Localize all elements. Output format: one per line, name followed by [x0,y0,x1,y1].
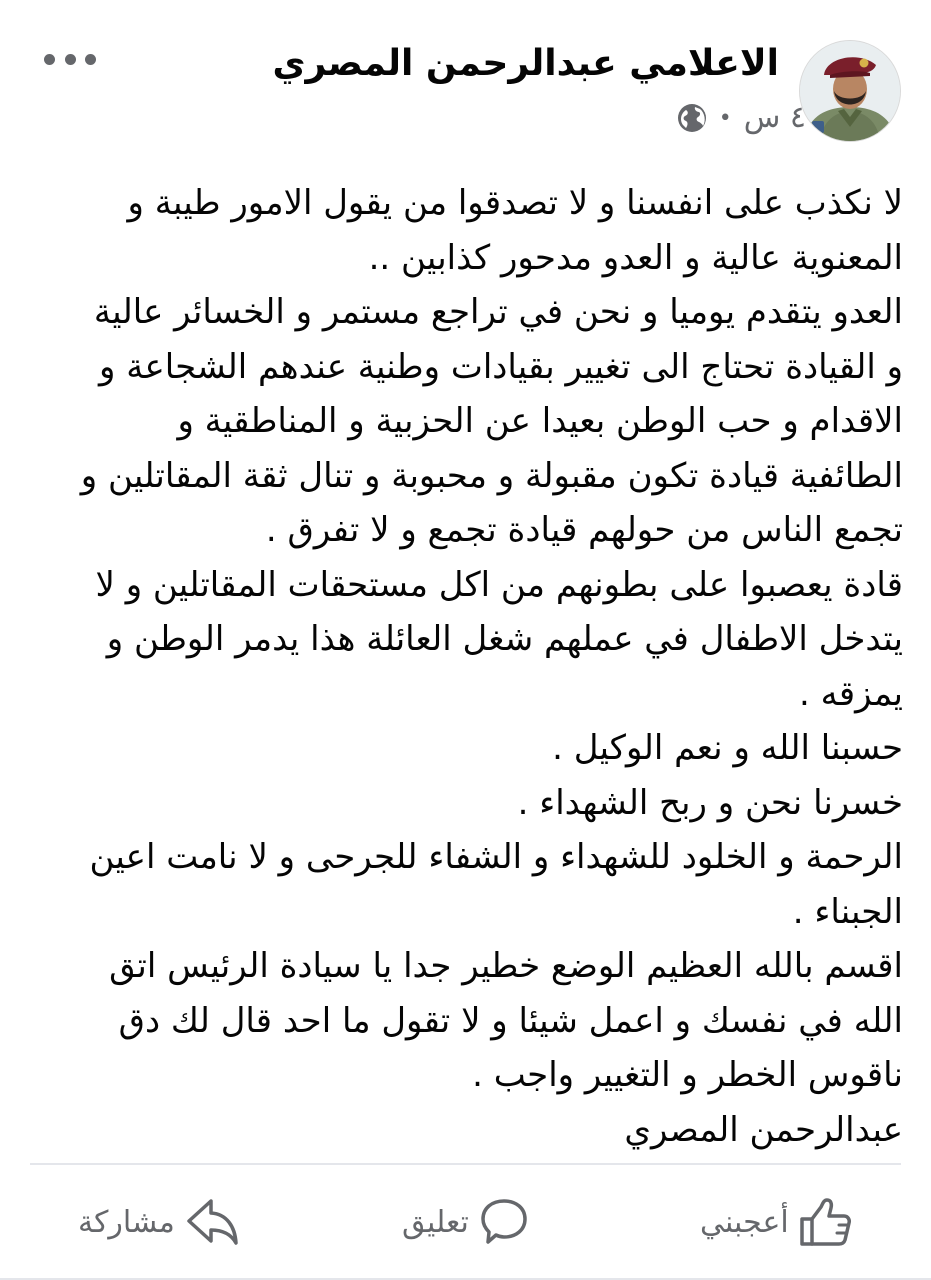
like-button[interactable] [700,1166,853,1278]
post-header [0,0,931,150]
more-dot-icon [65,54,76,65]
post-meta [677,98,806,138]
post-text-line: خسرنا نحن و ربح الشهداء . [517,782,903,823]
post-text-line: و القيادة تحتاج الى تغيير بقيادات وطنية عندهم الشجاعة و [99,346,903,387]
post-text-line: قادة يعصبوا على بطونهم من اكل مستحقات المقاتلين و لا [95,564,903,605]
more-dot-icon [85,54,96,65]
avatar[interactable] [799,40,901,142]
more-dot-icon [44,54,55,65]
post-actions-bar [0,1166,931,1278]
post-text-line: الجبناء . [792,891,903,932]
comment-bubble-icon [479,1197,529,1247]
share-button[interactable] [78,1166,239,1278]
post-time[interactable]: ٤ س [743,100,806,135]
like-label: أعجبني [700,1204,789,1240]
post-text-line: عبدالرحمن المصري [624,1109,903,1150]
author-name[interactable]: الاعلامي عبدالرحمن المصري [272,43,779,84]
post-text-line: الطائفية قيادة تكون مقبولة و محبوبة و تنال ثقة المقاتلين و [80,455,903,496]
post-text-line: حسبنا الله و نعم الوكيل . [552,728,903,768]
post-text-line: يتدخل الاطفال في عملهم شغل العائلة هذا يدمر الوطن و [106,619,903,659]
more-options-button[interactable] [44,46,96,72]
post-text-line: تجمع الناس من حولهم قيادة تجمع و لا تفرق . [265,510,903,550]
post-text-line: اقسم بالله العظيم الوضع خطير جدا يا سيادة الرئيس اتق [109,946,903,986]
post-text-line: الرحمة و الخلود للشهداء و الشفاء للجرحى و لا نامت اعين [89,837,903,877]
avatar-photo [800,41,900,141]
post-text-line: ناقوس الخطر و التغيير واجب . [472,1055,903,1095]
post-text-line: المعنوية عالية و العدو مدحور كذابين .. [368,237,903,278]
meta-separator: • [718,105,732,131]
post-text [43,176,903,1157]
post-text-line: يمزقه . [799,673,903,714]
post-text-line: الاقدام و حب الوطن بعيدا عن الحزبية و المناطقية و [177,401,903,441]
actions-divider [30,1163,901,1165]
comment-button[interactable] [402,1166,529,1278]
post-text-line: لا نكذب على انفسنا و لا تصدقوا من يقول الامور طيبة و [127,183,903,223]
thumbs-up-icon [799,1197,853,1247]
post-text-line: العدو يتقدم يوميا و نحن في تراجع مستمر و الخسائر عالية [93,292,903,332]
share-arrow-icon [185,1197,239,1247]
share-label: مشاركة [78,1204,175,1240]
globe-icon[interactable] [677,103,707,133]
comment-label: تعليق [402,1204,469,1240]
post-text-line: الله في نفسك و اعمل شيئا و لا تقول ما احد قال لك دق [118,1000,903,1041]
